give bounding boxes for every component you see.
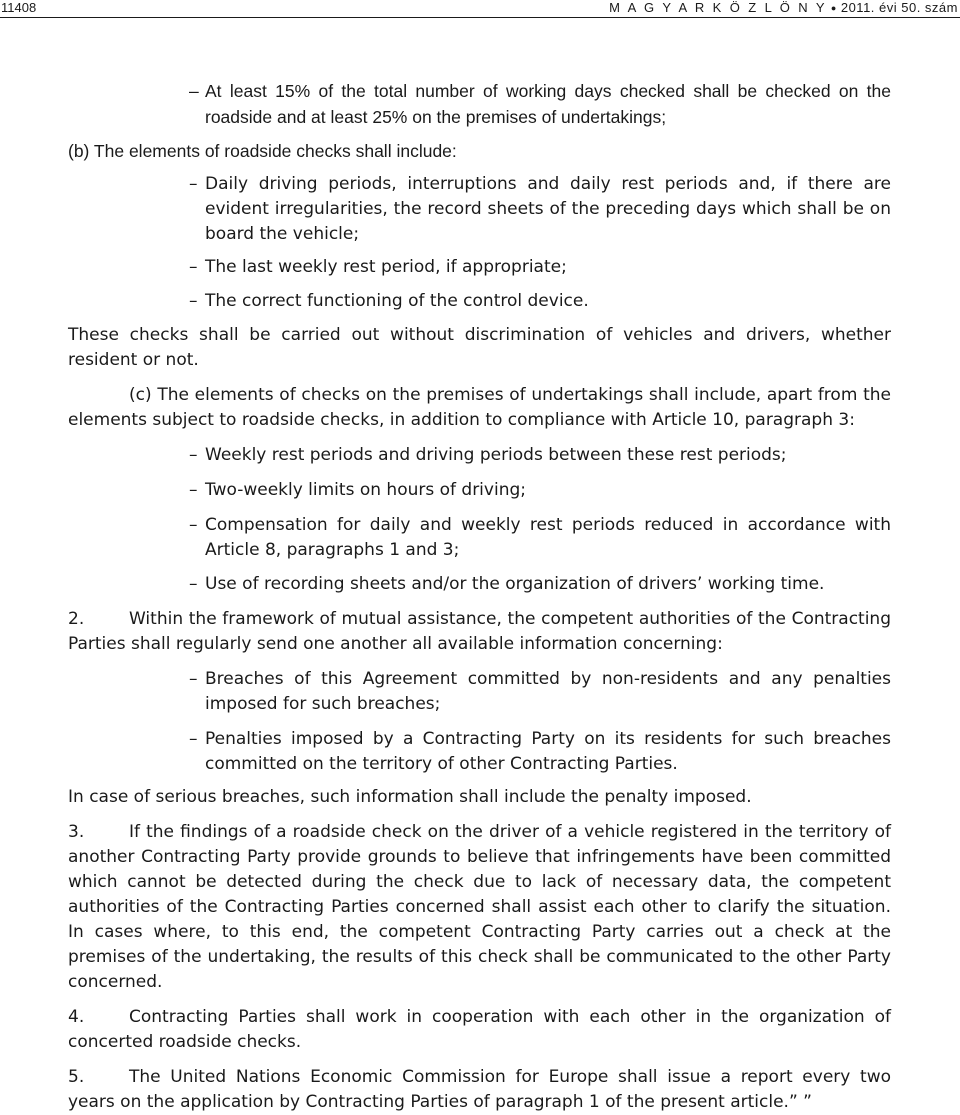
paragraph-4-number: 4.	[68, 1007, 85, 1027]
paragraph-2	[68, 607, 891, 657]
b-item-3: – The correct functioning of the control device.	[189, 289, 891, 314]
paragraph-2-text: Within the framework of mutual assistance, the competent authorities of the Contracting Parties shall regularly send one another all available information concerning:	[68, 609, 891, 654]
dash-item-intro: – At least 15% of the total number of working days checked shall be checked on the roadside and at least 25% on the premises of undertakings;	[189, 78, 891, 130]
paragraph-5-number: 5.	[68, 1067, 85, 1087]
paragraph-4-text: Contracting Parties shall work in cooperation with each other in the organization of concerted roadside checks.	[68, 1007, 891, 1052]
b-item-1: – Daily driving periods, interruptions and daily rest periods and, if there are evident irregularities, the record sheets of the preceding days which shall be on board the vehicle;	[189, 172, 891, 247]
page-header	[0, 0, 960, 18]
bullet-separator: ●	[830, 3, 837, 13]
page-number: 11408	[1, 0, 37, 15]
paragraph-2-number: 2.	[68, 609, 85, 629]
paragraph-4	[68, 1005, 891, 1055]
section-b-heading: (b) The elements of roadside checks shall include:	[68, 141, 457, 161]
c-item-3: – Compensation for daily and weekly rest periods reduced in accordance with Article 8, paragraphs 1 and 3;	[189, 513, 891, 563]
p2-item-2: – Penalties imposed by a Contracting Party on its residents for such breaches committed on the territory of other Contracting Parties.	[189, 727, 891, 777]
paragraph-5-text: The United Nations Economic Commission for Europe shall issue a report every two years on the application by Contracting Parties of paragraph 1 of the present article.” ”	[68, 1067, 891, 1112]
p2-closing: In case of serious breaches, such information shall include the penalty imposed.	[68, 787, 752, 807]
paragraph-3-text: If the findings of a roadside check on the driver of a vehicle registered in the territory of another Contracting Party provide grounds to believe that infringements have been committed which cannot be detected during the check due to lack of necessary data, the competent authorities of the Contracting Parties concerned shall assist each other to clarify the situation. In cases where, to this end, the competent Contracting Party carries out a check at the premises of the undertaking, the results of this check shall be communicated to the other Party concerned.	[68, 822, 891, 992]
c-item-4: – Use of recording sheets and/or the organization of drivers’ working time.	[189, 572, 891, 597]
paragraph-3-number: 3.	[68, 822, 85, 842]
paragraph-3	[68, 820, 891, 995]
paragraph-5	[68, 1065, 891, 1115]
b-item-2: – The last weekly rest period, if appropriate;	[189, 255, 891, 280]
running-title	[609, 0, 958, 16]
section-c-paragraph: (c) The elements of checks on the premises of undertakings shall include, apart from the elements subject to roadside checks, in addition to compliance with Article 10, paragraph 3:	[68, 385, 891, 430]
journal-name: M A G Y A R K Ö Z L Ö N Y	[609, 0, 827, 15]
c-item-2: – Two-weekly limits on hours of driving;	[189, 478, 891, 503]
c-item-1: – Weekly rest periods and driving periods between these rest periods;	[189, 443, 891, 468]
p2-item-1: – Breaches of this Agreement committed by non-residents and any penalties imposed for such breaches;	[189, 667, 891, 717]
document-body	[68, 78, 891, 1115]
issue-label: 2011. évi 50. szám	[840, 0, 958, 15]
b-closing: These checks shall be carried out without discrimination of vehicles and drivers, whether resident or not.	[68, 325, 891, 370]
